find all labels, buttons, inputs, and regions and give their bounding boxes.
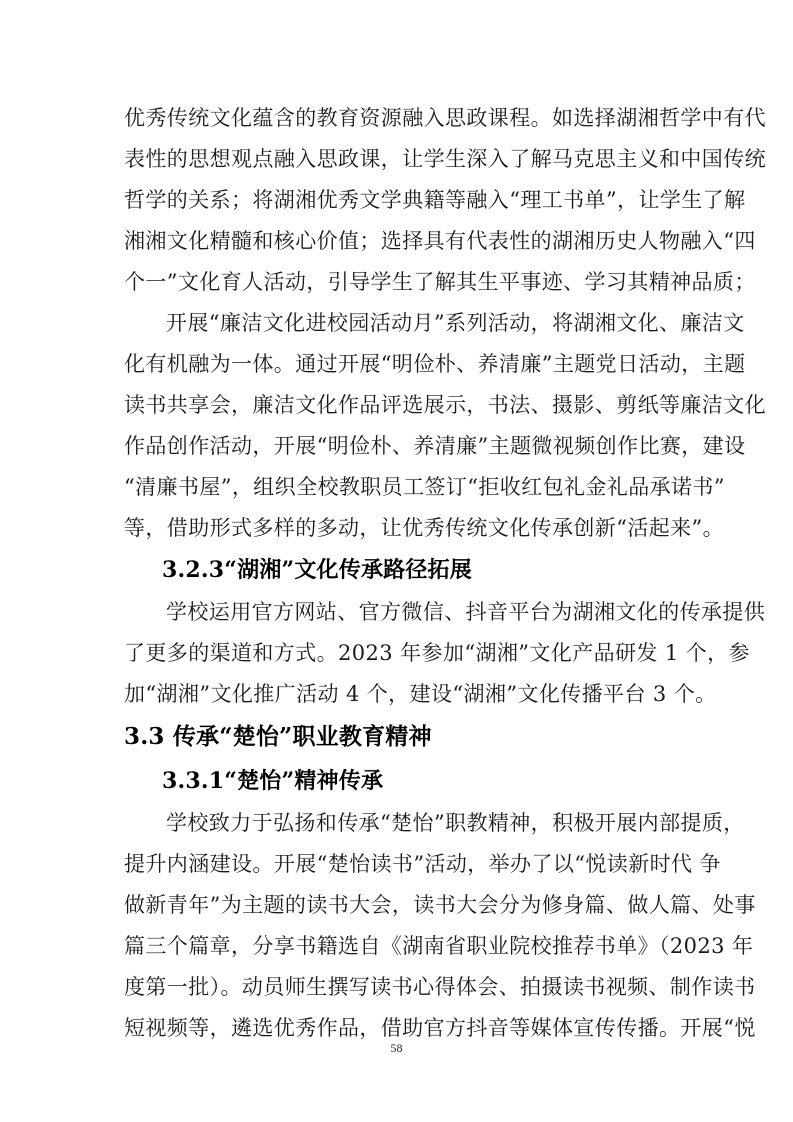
paragraph-line: “清廉书屋”，组织全校教职员工签订“拒收红包礼金礼品承诺书” xyxy=(124,475,725,499)
paragraph-line: 湘湘文化精髓和核心价值；选择具有代表性的湖湘历史人物融入“四 xyxy=(124,229,756,253)
paragraph-line: 了更多的渠道和方式。2023 年参加“湖湘”文化产品研发 1 个，参 xyxy=(124,641,750,665)
paragraph-line: 化有机融为一体。通过开展“明俭朴、养清廉”主题党日活动，主题 xyxy=(124,352,746,376)
paragraph-line: 等，借助形式多样的多动，让优秀传统文化传承创新“活起来”。 xyxy=(124,516,725,540)
paragraph-line: 个一”文化育人活动，引导学生了解其生平事迹、学习其精神品质； xyxy=(124,270,756,294)
paragraph-line: 表性的思想观点融入思政课，让学生深入了解马克思主义和中国传统 xyxy=(124,147,766,171)
paragraph-line: 开展“廉洁文化进校园活动月”系列活动，将湖湘文化、廉洁文 xyxy=(166,311,745,335)
paragraph-line: 作品创作活动，开展“明俭朴、养清廉”主题微视频创作比赛，建设 xyxy=(124,434,746,458)
section-heading-3-3-1: 3.3.1“楚怡”精神传承 xyxy=(162,768,384,794)
paragraph-line: 哲学的关系；将湖湘优秀文学典籍等融入“理工书单”，让学生了解 xyxy=(124,188,746,212)
paragraph-line: 做新青年”为主题的读书大会，读书大会分为修身篇、做人篇、处事 xyxy=(124,893,756,917)
paragraph-line: 优秀传统文化蕴含的教育资源融入思政课程。如选择湖湘哲学中有代 xyxy=(124,106,766,130)
paragraph-line: 度第一批）。动员师生撰写读书心得体会、拍摄读书视频、制作读书 xyxy=(124,975,756,999)
paragraph-line: 加“湖湘”文化推广活动 4 个，建设“湖湘”文化传播平台 3 个。 xyxy=(124,682,717,706)
paragraph-line: 短视频等，遴选优秀作品，借助官方抖音等媒体宣传传播。开展“悦 xyxy=(124,1016,756,1040)
section-heading-3-3: 3.3 传承“楚怡”职业教育精神 xyxy=(124,723,432,750)
paragraph-line: 学校致力于弘扬和传承“楚怡”职教精神，积极开展内部提质， xyxy=(166,811,745,835)
paragraph-line: 提升内涵建设。开展“楚怡读书”活动，举办了以“悦读新时代 争 xyxy=(124,852,721,876)
paragraph-line: 学校运用官方网站、官方微信、抖音平台为湖湘文化的传承提供 xyxy=(166,600,766,624)
paragraph-line: 篇三个篇章，分享书籍选自《湖南省职业院校推荐书单》（2023 年 xyxy=(124,934,754,958)
paragraph-line: 读书共享会，廉洁文化作品评选展示，书法、摄影、剪纸等廉洁文化 xyxy=(124,393,766,417)
page-number: 58 xyxy=(390,1041,403,1055)
section-heading-3-2-3: 3.2.3“湖湘”文化传承路径拓展 xyxy=(162,557,472,583)
